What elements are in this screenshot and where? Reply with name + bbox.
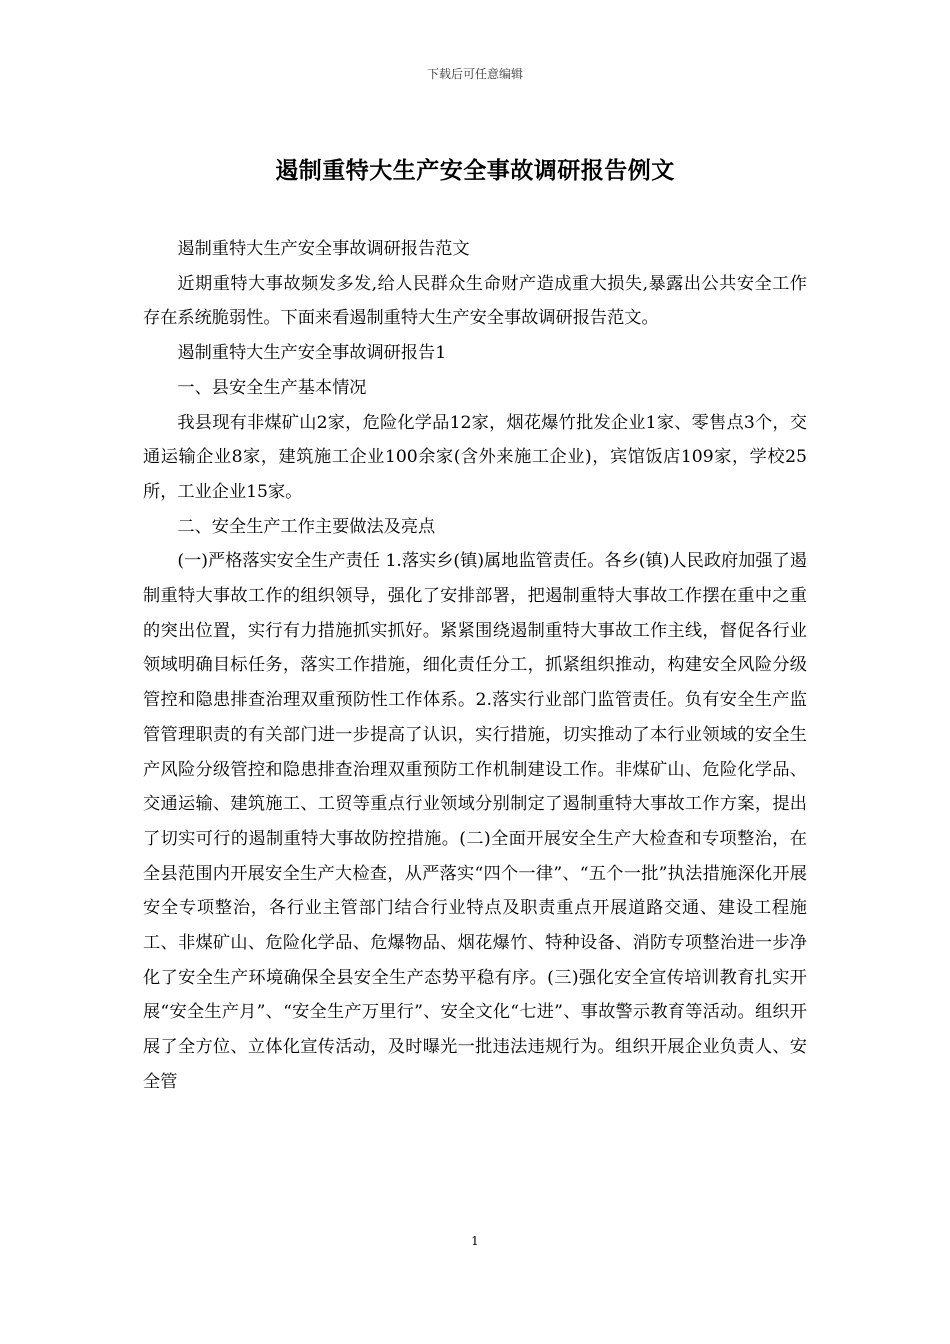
section-heading-main-practices: 二、安全生产工作主要做法及亮点 [177,516,436,537]
paragraph-report-heading: 遏制重特大生产安全事故调研报告1 [177,343,447,364]
document-title: 遏制重特大生产安全事故调研报告例文 [275,157,675,184]
page-header-note: 下载后可任意编辑 [426,67,523,81]
paragraph-basic-situation: 我县现有非煤矿山2家，危险化学品12家，烟花爆竹批发企业1家、零售点3个，交通运输企业8家，建筑施工企业100余家(含外来施工企业)，宾馆饭店109家，学校25所，工业企业15家。 [143,412,807,502]
section-heading-basic-situation: 一、县安全生产基本情况 [177,377,367,398]
paragraph-main-practices: (一)严格落实安全生产责任 1.落实乡(镇)属地监管责任。各乡(镇)人民政府加强了遏制重特大事故工作的组织领导，强化了安排部署，把遏制重特大事故工作摆在重中之重的突出位置，实行有力措施抓实抓好。紧紧围绕遏制重特大事故工作主线，督促各行业领域明确目标任务，落实工作措施，细化责任分工，抓紧组织推动，构建安全风险分级管控和隐患排查治理双重预防性工作体系。2.落实行业部门监管责任。负有安全生产监管管理职责的有关部门进一步提高了认识，实行措施，切实推动了本行业领域的安全生产风险分级管控和隐患排查治理双重预防工作机制建设工作。非煤矿山、危险化学品、交通运输、建筑施工、工贸等重点行业领域分别制定了遏制重特大事故工作方案，提出了切实可行的遏制重特大事故防控措施。(二)全面开展安全生产大检查和专项整治，在全县范围内开展安全生产大检查，从严落实“四个一律”、“五个一批”执法措施深化开展安全专项整治，各行业主管部门结合行业特点及职责重点开展道路交通、建设工程施工、非煤矿山、危险化学品、危爆物品、烟花爆竹、特种设备、消防专项整治进一步净化了安全生产环境确保全县安全生产态势平稳有序。(三)强化安全宣传培训教育扎实开展“安全生产月”、“安全生产万里行”、安全文化“七进”、事故警示教育等活动。组织开展了全方位、立体化宣传活动，及时曝光一批违法违规行为。组织开展企业负责人、安全管 [143,551,807,1092]
paragraph-intro: 近期重特大事故频发多发,给人民群众生命财产造成重大损失,暴露出公共安全工作存在系统脆弱性。下面来看遏制重特大生产安全事故调研报告范文。 [143,273,807,329]
paragraph-subtitle: 遏制重特大生产安全事故调研报告范文 [177,239,470,259]
document-body [143,232,807,1100]
page-number: 1 [471,1234,479,1248]
